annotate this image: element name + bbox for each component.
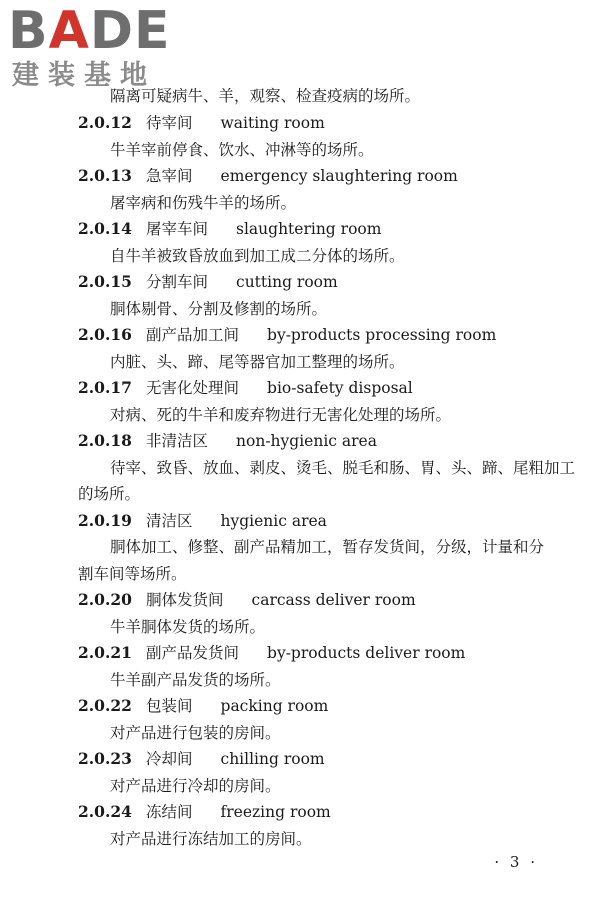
term-chinese: 屠宰车间 xyxy=(146,220,209,238)
term-definition: 待宰、致昏、放血、剥皮、烫毛、脱毛和肠、胃、头、蹄、尾粗加工 xyxy=(110,458,576,477)
term-chinese: 非清洁区 xyxy=(146,432,209,450)
term-english: cutting room xyxy=(236,273,338,291)
term-entry-header xyxy=(78,113,580,133)
term-definition: 牛羊副产品发货的场所。 xyxy=(110,670,281,689)
term-english: hygienic area xyxy=(220,511,327,530)
term-chinese: 待宰间 xyxy=(146,114,193,132)
term-definition: 胴体加工、修整、副产品精加工，暂存发货间，分级，计量和分 xyxy=(110,538,545,556)
term-number: 2.0.15 xyxy=(78,272,132,291)
term-definition: 牛羊宰前停食、饮水、冲淋等的场所。 xyxy=(110,140,374,159)
term-chinese: 包装间 xyxy=(146,697,193,715)
term-definition: 对病、死的牛羊和废弃物进行无害化处理的场所。 xyxy=(110,405,452,424)
term-english: chilling room xyxy=(220,750,325,768)
term-number: 2.0.22 xyxy=(78,696,132,715)
term-number: 2.0.12 xyxy=(78,113,132,132)
term-entry-header xyxy=(78,431,580,451)
term-entry-header xyxy=(78,696,580,716)
term-entry-header xyxy=(78,325,580,345)
term-number: 2.0.20 xyxy=(78,590,132,609)
term-english: non-hygienic area xyxy=(236,432,377,450)
term-definition: 牛羊胴体发货的场所。 xyxy=(110,617,266,636)
term-chinese: 胴体发货间 xyxy=(146,591,224,609)
term-chinese: 分割车间 xyxy=(146,273,209,291)
term-chinese: 副产品发货间 xyxy=(146,644,240,662)
term-entry-header xyxy=(78,749,580,769)
term-definition: 对产品进行包装的房间。 xyxy=(110,723,281,742)
term-number: 2.0.19 xyxy=(78,510,132,530)
term-entry-header xyxy=(78,511,580,531)
term-number: 2.0.14 xyxy=(78,219,132,238)
term-number: 2.0.21 xyxy=(78,643,132,662)
term-definition: 屠宰病和伤残牛羊的场所。 xyxy=(110,193,297,212)
term-chinese: 冷却间 xyxy=(146,750,193,768)
term-english: packing room xyxy=(220,697,329,715)
term-chinese: 急宰间 xyxy=(146,167,193,185)
term-chinese: 冻结间 xyxy=(146,803,193,821)
term-entry-header xyxy=(78,643,580,663)
term-number: 2.0.23 xyxy=(78,749,132,768)
term-english: emergency slaughtering room xyxy=(220,167,458,185)
term-number: 2.0.24 xyxy=(78,802,132,821)
term-definition: 对产品进行冻结加工的房间。 xyxy=(110,829,312,848)
term-definition: 内脏、头、蹄、尾等器官加工整理的场所。 xyxy=(110,352,405,371)
term-english: waiting room xyxy=(220,114,325,132)
logo-wordmark: BADE xyxy=(8,1,171,61)
term-english: carcass deliver room xyxy=(251,591,416,609)
term-definition: 自牛羊被致昏放血到加工成二分体的场所。 xyxy=(110,246,405,265)
term-english: by-products processing room xyxy=(267,326,497,344)
term-number: 2.0.16 xyxy=(78,325,132,344)
term-entry-header xyxy=(78,802,580,822)
term-english: freezing room xyxy=(220,803,331,821)
term-entry-header xyxy=(78,219,580,239)
intro-definition-line: 隔离可疑病牛、羊，观察、检查疫病的场所。 xyxy=(110,87,421,105)
term-english: bio-safety disposal xyxy=(267,379,413,397)
term-english: by-products deliver room xyxy=(267,644,466,662)
term-entry-header xyxy=(78,378,580,398)
term-definition: 胴体剔骨、分割及修割的场所。 xyxy=(110,299,328,318)
term-entry-header xyxy=(78,166,580,186)
term-definition: 对产品进行冷却的房间。 xyxy=(110,776,281,795)
logo-subtitle: 建装基地 xyxy=(12,60,156,91)
term-entry-header xyxy=(78,590,580,610)
term-number: 2.0.18 xyxy=(78,431,132,450)
term-definition: 割车间等场所。 xyxy=(78,564,187,583)
term-entry-header xyxy=(78,272,580,292)
term-number: 2.0.13 xyxy=(78,166,132,185)
term-english: slaughtering room xyxy=(236,220,382,238)
term-chinese: 清洁区 xyxy=(146,511,193,530)
term-chinese: 无害化处理间 xyxy=(146,379,240,397)
term-chinese: 副产品加工间 xyxy=(146,326,240,344)
page-number: · 3 · xyxy=(494,853,538,871)
term-definition: 的场所。 xyxy=(78,485,141,503)
term-number: 2.0.17 xyxy=(78,378,132,397)
